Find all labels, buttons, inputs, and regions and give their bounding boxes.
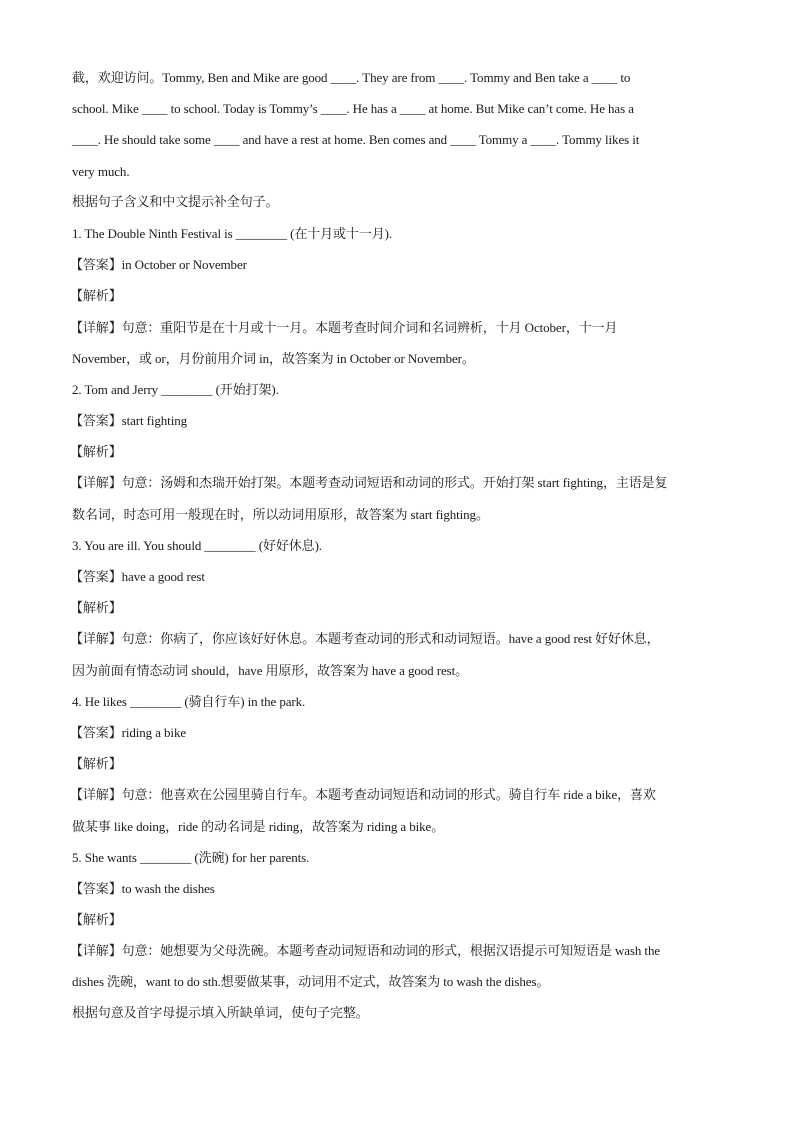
analysis-label: 【解析】 — [70, 289, 122, 305]
passage-line: 截，欢迎访问。Tommy, Ben and Mike are good ____. They are from ____. Tommy and Ben take a ____ to — [72, 70, 631, 85]
detail-text: 句意：她想要为父母洗碗。本题考查动词短语和动词的形式，根据汉语提示可知短语是 wash the — [121, 943, 661, 959]
answer-text: riding a bike — [121, 724, 187, 740]
answer-label: 【答案】 — [70, 570, 122, 585]
passage-line: school. Mike ____ to school. Today is Tommy’s ____. He has a ____ at home. But Mike can’t come. He has a — [72, 101, 634, 117]
answer-label: 【答案】 — [70, 414, 122, 430]
question-block — [72, 686, 722, 842]
document-page — [72, 62, 722, 1029]
question-prompt: 1. The Double Ninth Festival is ________ (在十月或十一月). — [72, 225, 393, 241]
detail-label: 【详解】 — [70, 632, 122, 648]
detail-text: 句意：你病了，你应该好好休息。本题考查动词的形式和动词短语。have a good rest 好好休息， — [121, 631, 660, 647]
detail-line — [72, 935, 722, 966]
analysis-line — [72, 280, 722, 311]
question-block — [72, 218, 722, 374]
answer-line — [72, 405, 722, 436]
answer-line — [72, 873, 722, 904]
question-prompt: 4. He likes ________ (骑自行车) in the park. — [72, 693, 306, 709]
question-block — [72, 530, 722, 686]
passage-line: ____. He should take some ____ and have a rest at home. Ben comes and ____ Tommy a ____. Tommy likes it — [72, 132, 640, 148]
answer-text: have a good rest — [121, 569, 205, 584]
answer-text: in October or November — [121, 257, 247, 273]
detail-line — [72, 623, 722, 654]
detail-line: November，或 or，月份前用介词 in，故答案为 in October or November。 — [72, 350, 475, 366]
passage — [72, 62, 722, 187]
detail-line — [72, 312, 722, 343]
detail-label: 【详解】 — [70, 788, 122, 804]
detail-line: 做某事 like doing，ride 的动名词是 riding，故答案为 riding a bike。 — [72, 818, 445, 834]
question-prompt: 3. You are ill. You should ________ (好好休息). — [72, 537, 322, 553]
answer-text: start fighting — [121, 413, 188, 429]
detail-line — [72, 467, 722, 498]
detail-text: 句意：他喜欢在公园里骑自行车。本题考查动词短语和动词的形式。骑自行车 ride a bike，喜欢 — [121, 787, 656, 803]
closing-instruction: 根据句意及首字母提示填入所缺单词，使句子完整。 — [72, 1005, 369, 1021]
question-prompt: 2. Tom and Jerry ________ (开始打架). — [72, 381, 279, 397]
detail-line: 数名词，时态可用一般现在时，所以动词用原形，故答案为 start fighting。 — [72, 506, 489, 522]
detail-label: 【详解】 — [70, 320, 122, 336]
detail-label: 【详解】 — [70, 476, 122, 492]
question-prompt: 5. She wants ________ (洗碗) for her parents. — [72, 849, 310, 865]
detail-text: 句意：汤姆和杰瑞开始打架。本题考查动词短语和动词的形式。开始打架 start fighting，主语是复 — [121, 475, 668, 491]
answer-label: 【答案】 — [70, 881, 122, 897]
detail-label: 【详解】 — [70, 944, 122, 960]
question-block — [72, 842, 722, 998]
detail-line — [72, 779, 722, 810]
section-title: 根据句子含义和中文提示补全句子。 — [72, 194, 279, 210]
analysis-label: 【解析】 — [70, 913, 122, 929]
answer-line — [72, 561, 722, 592]
question-block — [72, 374, 722, 530]
analysis-label: 【解析】 — [70, 757, 122, 773]
answer-text: to wash the dishes — [121, 880, 215, 896]
answer-line — [72, 249, 722, 280]
analysis-line — [72, 436, 722, 467]
detail-line: 因为前面有情态动词 should，have 用原形，故答案为 have a good rest。 — [72, 662, 468, 678]
answer-label: 【答案】 — [70, 258, 122, 274]
detail-line: dishes 洗碗，want to do sth.想要做某事，动词用不定式，故答案为 to wash the dishes。 — [72, 974, 550, 990]
answer-line — [72, 717, 722, 748]
analysis-label: 【解析】 — [70, 601, 122, 617]
analysis-line — [72, 904, 722, 935]
answer-label: 【答案】 — [70, 725, 122, 741]
analysis-label: 【解析】 — [70, 445, 122, 461]
analysis-line — [72, 592, 722, 623]
analysis-line — [72, 748, 722, 779]
passage-line: very much. — [72, 163, 130, 179]
detail-text: 句意：重阳节是在十月或十一月。本题考查时间介词和名词辨析，十月 October，十一月 — [121, 319, 618, 335]
